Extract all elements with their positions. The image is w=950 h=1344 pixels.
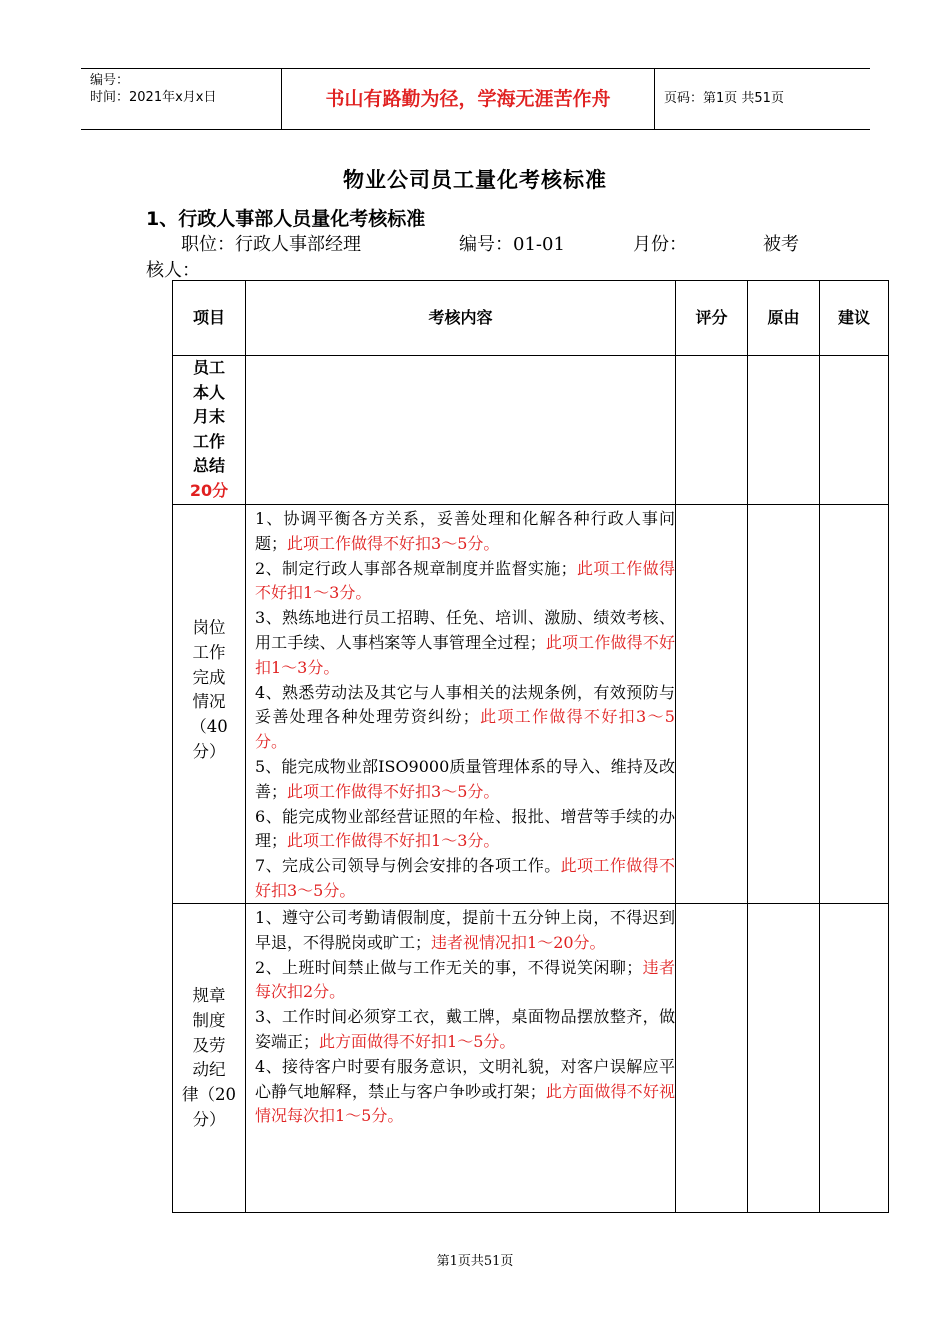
header-page-info: 页码：第1页 共51页 (664, 91, 784, 106)
row-item-summary (173, 356, 245, 503)
criterion: 3、工作时间必须穿工衣，戴工牌，桌面物品摆放整齐，做姿端正；此方面做得不好扣1～5分。 (255, 1007, 675, 1051)
header-content: 考核内容 (428, 308, 493, 327)
column-divider (675, 281, 676, 1212)
penalty: 此项工作做得不好扣1～3分。 (255, 558, 675, 603)
item-line: 分） (192, 1109, 226, 1129)
penalty: 此项工作做得不好扣3～5分。 (255, 707, 675, 752)
penalty: 此项工作做得不好扣3～5分。 (287, 781, 500, 801)
content-discipline (255, 906, 675, 1129)
criterion: 3、熟练地进行员工招聘、任免、培训、激励、绩效考核、用工手续、人事档案等人事管理全过程；此项工作做得不好扣1～3分。 (255, 608, 675, 677)
penalty: 违者视情况扣1～20分。 (431, 932, 606, 952)
column-divider (819, 281, 820, 1212)
header-score: 评分 (695, 308, 728, 327)
item-line: 总结 (192, 456, 225, 475)
penalty: 此方面做得不好视情况每次扣1～5分。 (255, 1081, 675, 1126)
penalty: 此项工作做得不好扣1～3分。 (255, 632, 675, 677)
penalty: 违者每次扣2分。 (255, 957, 675, 1002)
month-label: 月份： (633, 234, 687, 255)
header-suggestion: 建议 (837, 308, 870, 327)
date-line: 时间：2021年x月x日 (90, 90, 217, 105)
header-item: 项目 (192, 308, 225, 327)
examinee-label: 被考 (763, 234, 799, 255)
item-line: 规章 (192, 986, 226, 1005)
penalty: 此项工作做得不好扣1～3分。 (287, 831, 500, 851)
number-label: 编号：01-01 (459, 234, 565, 255)
header-meta (90, 72, 280, 106)
criterion: 2、制定行政人事部各规章制度并监督实施；此项工作做得不好扣1～3分。 (255, 558, 675, 603)
criterion: 1、协调平衡各方关系，妥善处理和化解各种行政人事问题；此项工作做得不好扣3～5分。 (255, 509, 675, 553)
assessment-table (172, 280, 889, 1213)
item-line: 完成 (192, 667, 226, 687)
column-divider (245, 281, 246, 1212)
penalty: 此方面做得不好扣1～5分。 (319, 1031, 516, 1051)
criterion: 5、能完成物业部ISO9000质量管理体系的导入、维持及改善；此项工作做得不好扣3～5分。 (255, 756, 675, 801)
item-line: 制度 (192, 1010, 226, 1030)
content-job (255, 507, 675, 904)
criterion: 4、接待客户时要有服务意识，文明礼貌，对客户误解应平心静气地解释，禁止与客户争吵或打架；此方面做得不好视情况每次扣1～5分。 (255, 1056, 675, 1126)
header-divider (654, 69, 655, 129)
penalty: 此项工作做得不好扣3～5分。 (287, 533, 500, 553)
item-line: 律（20 (182, 1085, 236, 1105)
item-line: 情况 (192, 692, 226, 712)
item-line: 分） (192, 741, 226, 761)
row-item-discipline (173, 984, 245, 1133)
position-line (181, 230, 799, 256)
item-line: 员工 (192, 358, 225, 377)
item-score: 20分 (189, 480, 229, 500)
header-reason: 原由 (767, 308, 800, 327)
serial-number-label: 编号： (90, 73, 130, 88)
item-line: 岗位 (192, 618, 226, 637)
item-line: 本人 (192, 382, 225, 402)
page-footer: 第1页共51页 (436, 1254, 514, 1269)
criterion: 4、熟悉劳动法及其它与人事相关的法规条例，有效预防与妥善处理各种处理劳资纠纷；此项工作做得不好扣3～5分。 (255, 682, 675, 752)
column-divider (747, 281, 748, 1212)
row-item-job (173, 616, 245, 765)
criterion: 1、遵守公司考勤请假制度，提前十五分钟上岗，不得迟到早退，不得脱岗或旷工；违者视情况扣1～20分。 (255, 908, 675, 952)
criterion: 2、上班时间禁止做与工作无关的事，不得说笑闲聊；违者每次扣2分。 (255, 957, 675, 1002)
row-divider (173, 355, 888, 356)
criterion: 7、完成公司领导与例会安排的各项工作。此项工作做得不好扣3～5分。 (255, 856, 675, 900)
header-motto: 书山有路勤为径，学海无涯苦作舟 (325, 88, 611, 110)
item-line: 动纪 (192, 1060, 226, 1080)
examinee-label-cont: 核人： (146, 260, 200, 281)
running-header (81, 68, 870, 130)
item-line: （40 (190, 717, 228, 737)
item-line: 工作 (192, 431, 225, 451)
document-title: 物业公司员工量化考核标准 (343, 168, 607, 192)
position-label: 职位：行政人事部经理 (181, 234, 361, 255)
penalty: 此项工作做得不好扣3～5分。 (255, 856, 675, 900)
row-divider (173, 504, 888, 505)
item-line: 及劳 (192, 1035, 226, 1055)
section-title: 1、行政人事部人员量化考核标准 (146, 208, 426, 230)
item-line: 月末 (192, 407, 225, 426)
item-line: 工作 (192, 642, 226, 662)
criterion: 6、能完成物业部经营证照的年检、报批、增营等手续的办理；此项工作做得不好扣1～3分。 (255, 806, 675, 851)
